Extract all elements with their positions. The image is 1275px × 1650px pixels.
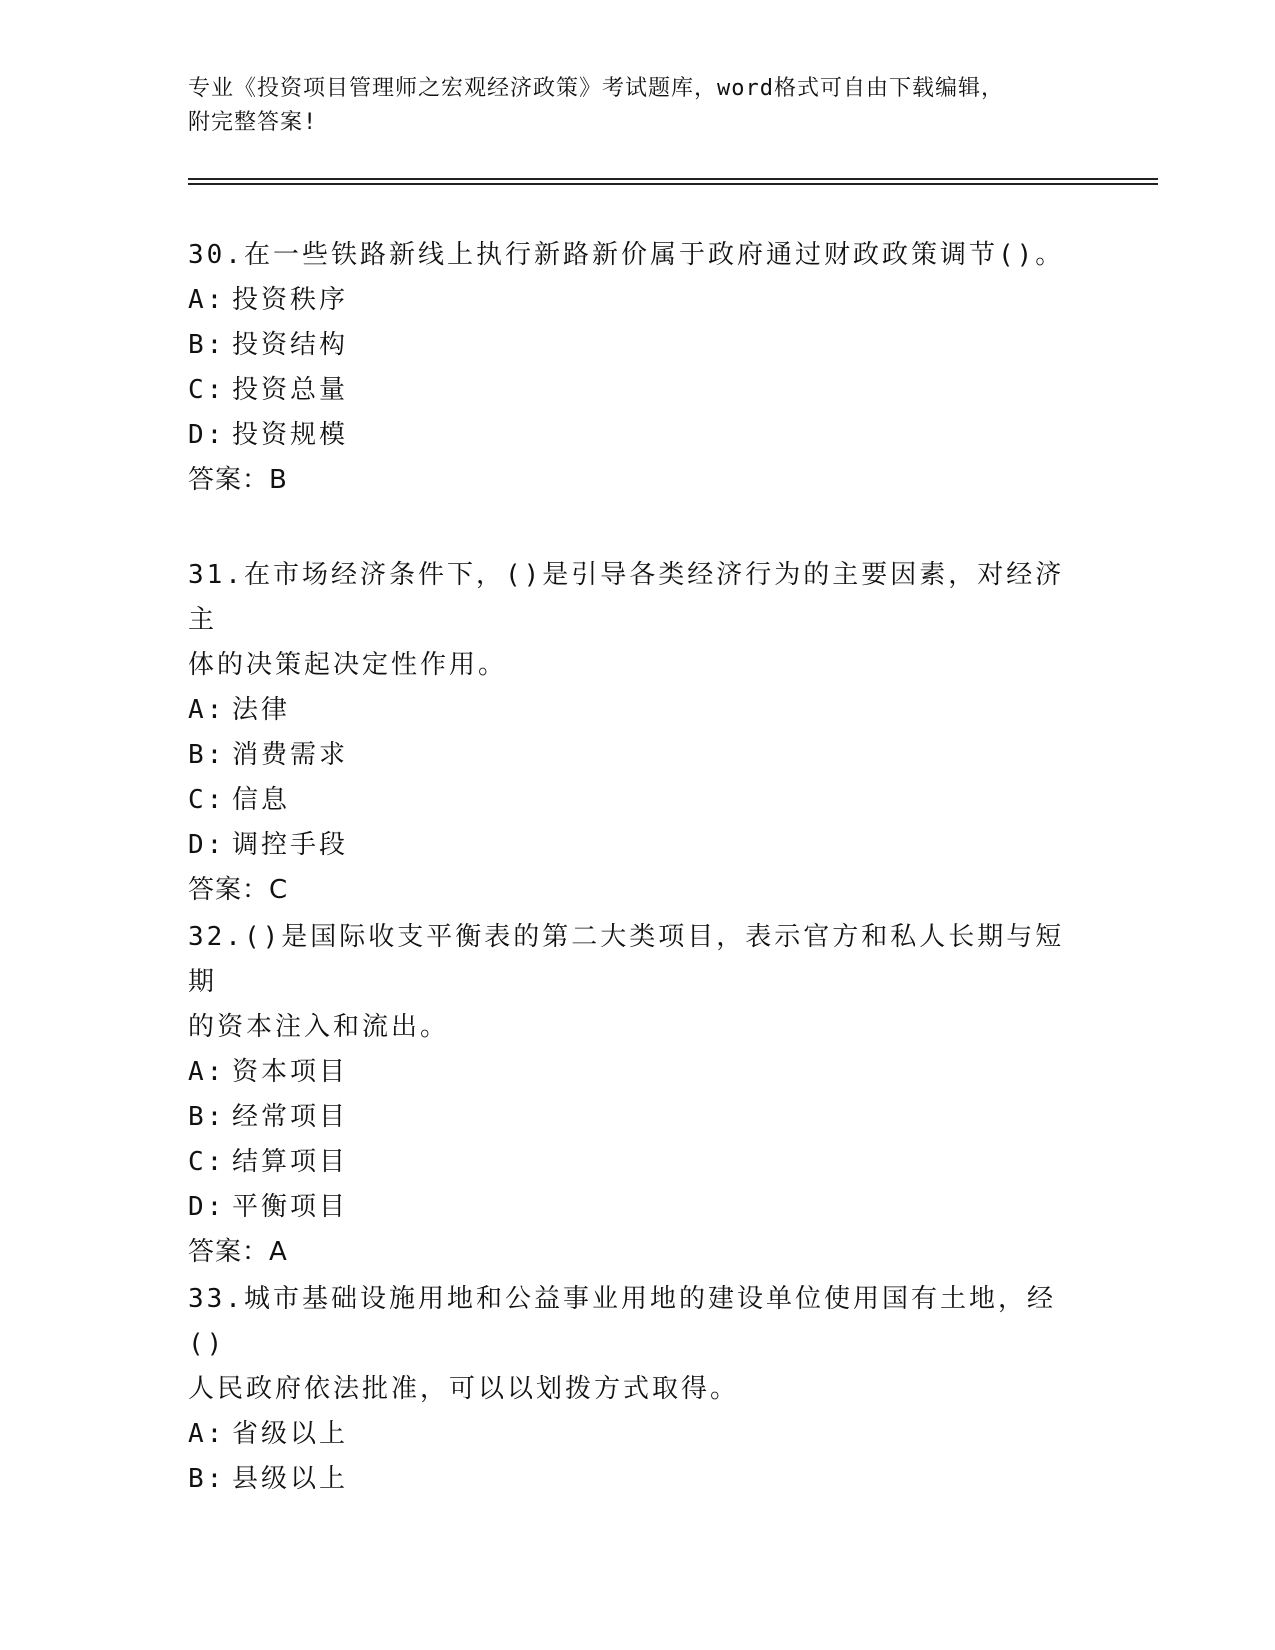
option-key: B: <box>188 330 226 360</box>
option-c <box>188 368 1088 413</box>
header-divider-top <box>188 178 1158 180</box>
option-text: 省级以上 <box>232 1419 349 1449</box>
option-key: B: <box>188 740 226 770</box>
option-text: 法律 <box>232 695 291 725</box>
question-stem-line: 30.在一些铁路新线上执行新路新价属于政府通过财政政策调节()。 <box>188 240 1065 270</box>
option-d <box>188 413 1088 458</box>
option-text: 投资规模 <box>232 420 349 450</box>
option-c <box>188 1140 1088 1185</box>
option-key: C: <box>188 1147 226 1177</box>
option-text: 消费需求 <box>232 740 349 770</box>
question-31 <box>188 553 1088 913</box>
answer-line: 答案：C <box>188 875 289 905</box>
question-stem-line: 人民政府依法批准，可以以划拨方式取得。 <box>188 1374 740 1404</box>
option-key: A: <box>188 285 226 315</box>
option-b <box>188 1457 1088 1502</box>
question-33 <box>188 1277 1088 1502</box>
question-32 <box>188 915 1088 1275</box>
option-c <box>188 778 1088 823</box>
option-key: B: <box>188 1464 226 1494</box>
answer-line: 答案：B <box>188 465 288 495</box>
option-key: C: <box>188 375 226 405</box>
option-key: A: <box>188 695 226 725</box>
option-text: 调控手段 <box>232 830 349 860</box>
option-d <box>188 823 1088 868</box>
header-line-1: 专业《投资项目管理师之宏观经济政策》考试题库，word格式可自由下载编辑， <box>188 76 1004 101</box>
document-header <box>188 72 1068 140</box>
option-key: B: <box>188 1102 226 1132</box>
option-a <box>188 688 1088 733</box>
option-text: 投资秩序 <box>232 285 349 315</box>
option-key: D: <box>188 420 226 450</box>
question-stem-line: 的资本注入和流出。 <box>188 1012 450 1042</box>
option-key: C: <box>188 785 226 815</box>
question-stem-line: 31.在市场经济条件下，()是引导各类经济行为的主要因素，对经济主 <box>188 560 1065 635</box>
header-line-2: 附完整答案! <box>188 110 318 135</box>
header-divider-bottom <box>188 183 1158 185</box>
option-key: A: <box>188 1057 226 1087</box>
option-text: 县级以上 <box>232 1464 349 1494</box>
option-a <box>188 278 1088 323</box>
option-text: 资本项目 <box>232 1057 349 1087</box>
question-stem-line: 体的决策起决定性作用。 <box>188 650 508 680</box>
option-text: 结算项目 <box>232 1147 349 1177</box>
question-30 <box>188 233 1088 503</box>
option-b <box>188 733 1088 778</box>
option-text: 投资结构 <box>232 330 349 360</box>
option-a <box>188 1050 1088 1095</box>
option-key: A: <box>188 1419 226 1449</box>
question-stem-line: 33.城市基础设施用地和公益事业用地的建设单位使用国有土地，经() <box>188 1284 1056 1359</box>
option-text: 信息 <box>232 785 291 815</box>
option-key: D: <box>188 830 226 860</box>
option-b <box>188 1095 1088 1140</box>
question-stem-line: 32.()是国际收支平衡表的第二大类项目，表示官方和私人长期与短期 <box>188 922 1065 997</box>
option-text: 平衡项目 <box>232 1192 349 1222</box>
option-text: 投资总量 <box>232 375 349 405</box>
option-d <box>188 1185 1088 1230</box>
option-a <box>188 1412 1088 1457</box>
option-b <box>188 323 1088 368</box>
option-key: D: <box>188 1192 226 1222</box>
answer-line: 答案：A <box>188 1237 288 1267</box>
option-text: 经常项目 <box>232 1102 349 1132</box>
